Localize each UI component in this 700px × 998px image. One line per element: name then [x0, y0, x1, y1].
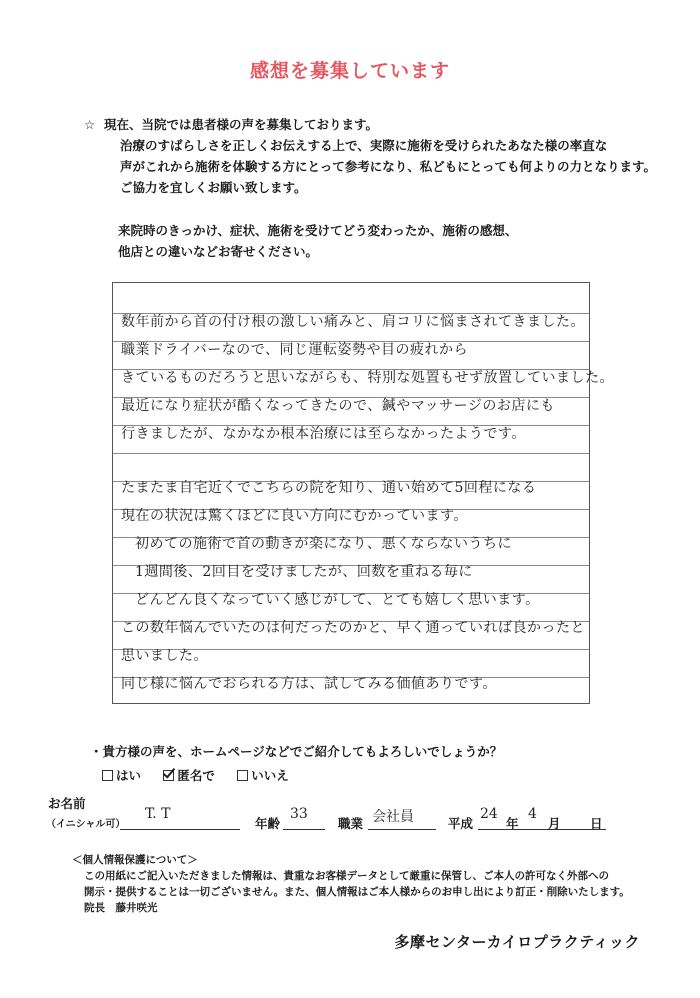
month-label: 月	[548, 816, 561, 831]
page-title: 感想を募集しています	[249, 60, 450, 82]
privacy-line-1: この用紙にご記入いただきました情報は、貴重なお客様データとして厳重に保管し、ご本人の許可なく外部への	[84, 870, 609, 882]
intro-line-1: 現在、当院では患者様の声を募集しております。	[104, 117, 379, 132]
clinic-name: 多摩センターカイロプラクティック	[394, 933, 640, 951]
checkbox-no[interactable]	[237, 770, 248, 781]
director-name: 院長 藤井咲光	[84, 902, 158, 914]
date-year-value[interactable]: 24	[480, 806, 498, 822]
age-value[interactable]: 33	[290, 806, 308, 822]
option-no-label: いいえ	[251, 768, 289, 783]
job-value[interactable]: 会社員	[372, 809, 414, 825]
handwritten-line: この数年悩んでいたのは何だったのかと、早く通っていれば良かったと	[121, 620, 585, 636]
comment-box[interactable]	[112, 282, 614, 704]
handwritten-line: 数年前から首の付け根の激しい痛みと、肩コリに悩まされてきました。	[121, 314, 585, 330]
prompt-text	[118, 220, 517, 262]
year-label: 年	[506, 816, 519, 831]
option-no[interactable]	[237, 768, 289, 783]
job-underline	[368, 829, 436, 830]
option-yes[interactable]	[102, 768, 141, 783]
intro-text	[84, 114, 657, 198]
name-label: お名前	[48, 796, 86, 811]
checkbox-yes[interactable]	[102, 770, 113, 781]
privacy-line-2: 開示・提供することは一切ございません。また、個人情報はご本人様からのお申し出により訂正・削除いたします。	[84, 886, 630, 898]
age-label: 年齢	[255, 816, 281, 831]
handwritten-line: 初めての施術で首の動きが楽になり、悪くならないうちに	[135, 536, 512, 552]
consent-question: ・貴方様の声を、ホームページなどでご紹介してもよろしいでしょうか？	[90, 744, 503, 759]
handwritten-line: 同じ様に悩んでおられる方は、試してみる価値ありです。	[121, 676, 497, 692]
prompt-line-2: 他店との違いなどお寄せください。	[118, 244, 319, 259]
era-label: 平成	[448, 816, 474, 831]
handwritten-line: 職業ドライバーなので、同じ運転姿勢や目の疲れから	[121, 342, 469, 358]
intro-line-4: ご協力を宜しくお願い致します。	[120, 180, 307, 195]
date-underline	[478, 829, 606, 830]
ruled-line	[113, 453, 589, 454]
prompt-line-1: 来院時のきっかけ、症状、施術を受けてどう変わったか、施術の感想、	[118, 223, 518, 238]
name-underline	[120, 829, 240, 830]
option-anonymous-label: 匿名で	[177, 768, 215, 783]
initial-label: （イニシャル可）	[46, 819, 126, 830]
handwritten-line: きているものだろうと思いながらも、特別な処置もせず放置していました。	[121, 370, 614, 386]
date-month-value[interactable]: 4	[528, 806, 537, 822]
consent-options	[102, 766, 307, 784]
handwritten-line: 思いました。	[121, 648, 208, 664]
privacy-heading: ＜個人情報保護について＞	[72, 854, 198, 866]
day-label: 日	[590, 816, 603, 831]
handwritten-line: どんどん良くなっていく感じがして、とても嬉しく思います。	[135, 592, 540, 608]
option-anonymous[interactable]	[163, 768, 215, 783]
handwritten-line: たまたま自宅近くでこちらの院を知り、通い始めて5回程になる	[121, 480, 537, 496]
star-icon: ☆	[84, 117, 96, 132]
handwritten-line: 現在の状況は驚くほどに良い方向にむかっています。	[121, 508, 468, 524]
intro-line-3: 声がこれから施術を体験する方にとって参考になり、私どもにとっても何よりの力となります。	[120, 159, 657, 174]
option-yes-label: はい	[116, 768, 142, 783]
privacy-notice	[72, 852, 630, 916]
name-value[interactable]: T. T	[145, 806, 171, 822]
handwritten-line: 行きましたが、なかなか根本治療には至らなかったようです。	[121, 426, 526, 442]
intro-line-2: 治療のすばらしさを正しくお伝えする上で、実際に施術を受けられたあなた様の率直な	[120, 138, 608, 153]
age-underline	[283, 829, 325, 830]
handwritten-line: 最近になり症状が酷くなってきたので、鍼やマッサージのお店にも	[121, 398, 555, 414]
handwritten-line: 1週間後、2回目を受けましたが、回数を重ねる毎に	[135, 564, 473, 580]
checkbox-anonymous[interactable]	[163, 770, 174, 781]
job-label: 職業	[338, 816, 364, 831]
